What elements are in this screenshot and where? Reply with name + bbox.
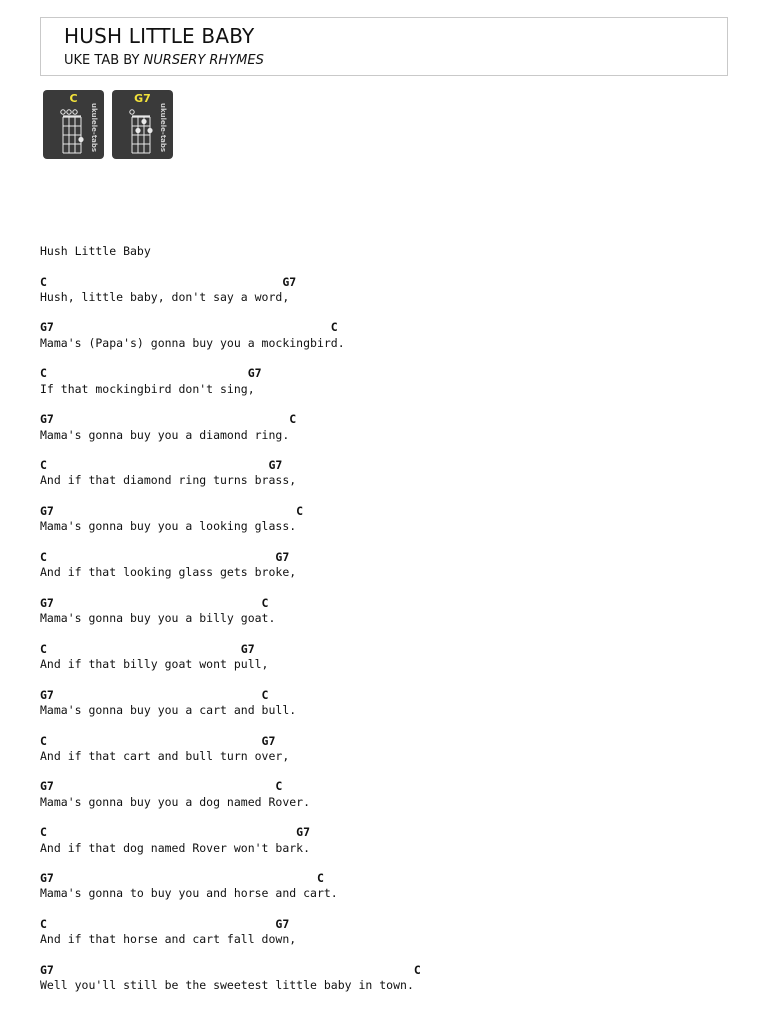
- blank-line: [40, 535, 421, 550]
- lyric-line: And if that billy goat wont pull,: [40, 657, 269, 672]
- blank-line: [40, 902, 421, 917]
- lyric-line: Mama's gonna buy you a looking glass.: [40, 519, 297, 534]
- song-tab: [40, 244, 421, 994]
- lyric-line: Mama's (Papa's) gonna buy you a mockingbird.: [40, 335, 345, 350]
- lyric-line: And if that dog named Rover won't bark.: [40, 840, 311, 855]
- blank-line: [40, 259, 421, 274]
- lyric-line: Mama's gonna buy you a billy goat.: [40, 611, 276, 626]
- lyric-line: If that mockingbird don't sing,: [40, 381, 255, 396]
- chord-line: G7 C: [40, 412, 297, 427]
- blank-line: [40, 443, 421, 458]
- chord-line: C G7: [40, 641, 255, 656]
- lyric-line: Mama's gonna buy you a dog named Rover.: [40, 794, 311, 809]
- chord-line: C G7: [40, 366, 262, 381]
- subtitle-prefix: UKE TAB BY: [64, 53, 144, 68]
- chord-name: G7: [134, 92, 151, 105]
- lyric-line: Hush, little baby, don't say a word,: [40, 289, 290, 304]
- lyric-line: Mama's gonna buy you a cart and bull.: [40, 702, 297, 717]
- lyric-line: And if that looking glass gets broke,: [40, 565, 297, 580]
- lyric-line: And if that horse and cart fall down,: [40, 932, 297, 947]
- blank-line: [40, 856, 421, 871]
- chord-line: G7 C: [40, 962, 421, 977]
- blank-line: [40, 764, 421, 779]
- chord-line: G7 C: [40, 871, 324, 886]
- chord-name: C: [69, 92, 78, 105]
- blank-line: [40, 948, 421, 963]
- blank-line: [40, 397, 421, 412]
- blank-line: [40, 581, 421, 596]
- chord-diagram-c[interactable]: [43, 90, 104, 159]
- watermark: ukulele-tabs: [90, 103, 98, 153]
- song-header: [40, 17, 728, 76]
- lyric-line: Well you'll still be the sweetest little baby in town.: [40, 978, 414, 993]
- song-subtitle: [64, 53, 264, 68]
- lyric-line: Mama's gonna to buy you and horse and cart.: [40, 886, 338, 901]
- blank-line: [40, 718, 421, 733]
- chord-line: G7 C: [40, 504, 304, 519]
- blank-line: [40, 305, 421, 320]
- chord-line: C G7: [40, 458, 283, 473]
- chord-line: C G7: [40, 733, 276, 748]
- blank-line: [40, 810, 421, 825]
- song-title: HUSH LITTLE BABY: [64, 24, 255, 48]
- lyric-line: Hush Little Baby: [40, 244, 151, 258]
- chord-line: G7 C: [40, 320, 338, 335]
- lyric-line: And if that cart and bull turn over,: [40, 748, 290, 763]
- chord-line: C G7: [40, 825, 311, 840]
- chord-line: C G7: [40, 549, 290, 564]
- chord-line: G7 C: [40, 595, 269, 610]
- blank-line: [40, 672, 421, 687]
- chord-line: G7 C: [40, 687, 269, 702]
- watermark: ukulele-tabs: [159, 103, 167, 153]
- blank-line: [40, 489, 421, 504]
- chord-line: C G7: [40, 917, 290, 932]
- lyric-line: And if that diamond ring turns brass,: [40, 473, 297, 488]
- artist-name: NURSERY RHYMES: [143, 53, 264, 68]
- chord-line: C G7: [40, 274, 297, 289]
- lyric-line: Mama's gonna buy you a diamond ring.: [40, 427, 290, 442]
- blank-line: [40, 626, 421, 641]
- blank-line: [40, 351, 421, 366]
- chord-diagram-g7[interactable]: [112, 90, 173, 159]
- chord-line: G7 C: [40, 779, 283, 794]
